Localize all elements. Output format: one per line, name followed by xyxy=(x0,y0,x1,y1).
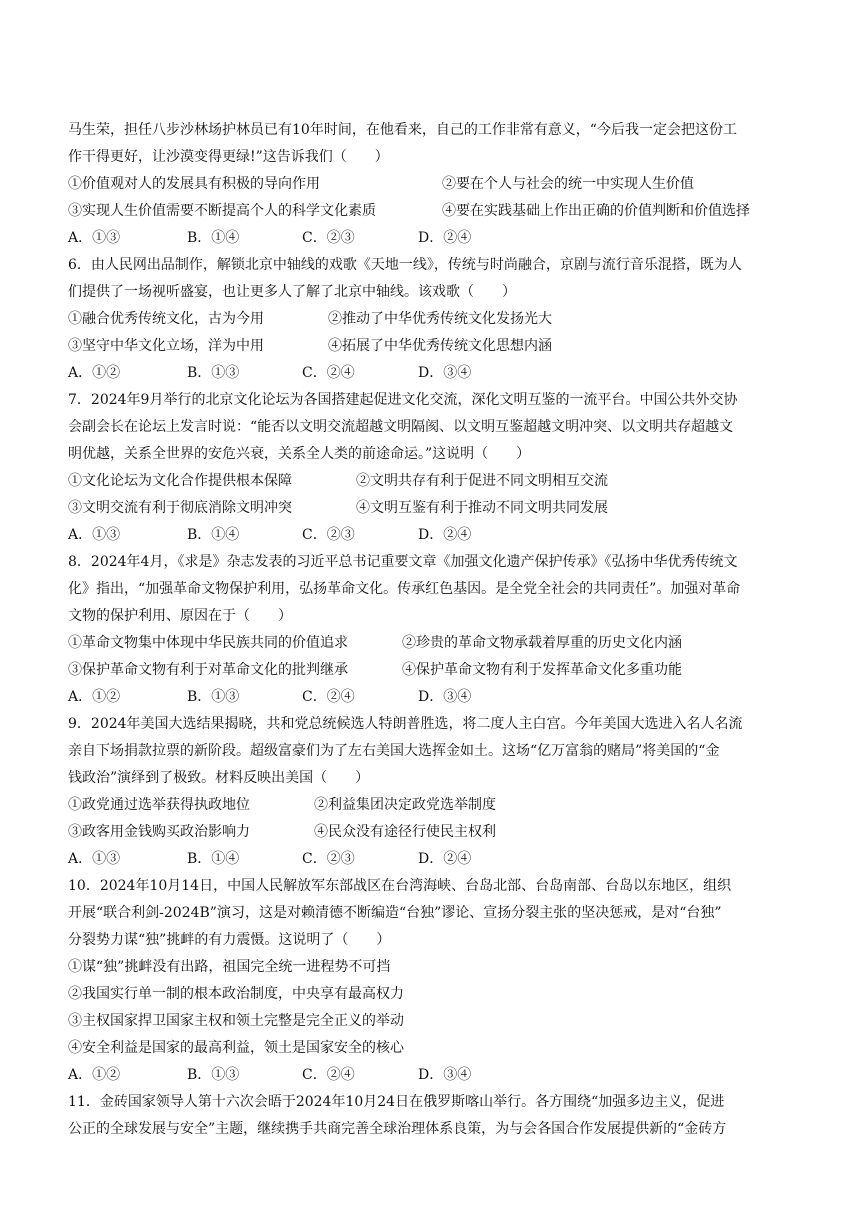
q6-item-1: ①融合优秀传统文化，古为今用 xyxy=(68,311,264,327)
q9-items-row-1 xyxy=(68,792,800,819)
q5-item-4: ④要在实践基础上作出正确的价值判断和价值选择 xyxy=(442,203,750,219)
q10-option-c[interactable]: C．②④ xyxy=(302,1067,355,1083)
q5-options xyxy=(68,225,800,252)
q5-stem-line-2: 作干得更好，让沙漠变得更绿!”这告诉我们（ ） xyxy=(68,149,389,165)
exam-page xyxy=(68,0,800,1143)
q8-item-4: ④保护革命文物有利于发挥革命文化多重功能 xyxy=(402,662,682,678)
q7-option-a[interactable]: A．①③ xyxy=(68,527,121,543)
q6-option-a[interactable]: A．①② xyxy=(68,365,121,381)
q8-stem-line-3: 文物的保护利用、原因在于（ ） xyxy=(68,608,292,624)
q6-item-2: ②推动了中华优秀传统文化发扬光大 xyxy=(328,311,552,327)
q8-item-3: ③保护革命文物有利于对革命文化的批判继承 xyxy=(68,662,348,678)
q9-items-row-2 xyxy=(68,819,800,846)
q5-option-d[interactable]: D．②④ xyxy=(418,230,472,246)
q7-item-2: ②文明共存有利于促进不同文明相互交流 xyxy=(356,473,608,489)
q10-stem-line-3: 分裂势力谋“独”挑衅的有力震慑。这说明了（ ） xyxy=(68,932,391,948)
q8-item-1: ①革命文物集中体现中华民族共同的价值追求 xyxy=(68,635,348,651)
q9-stem-line-1: 9．2024年美国大选结果揭晓，共和党总统候选人特朗普胜选，将二度人主白宫。今年美国大选进入名人名流 xyxy=(68,716,743,732)
q8-items-row-2 xyxy=(68,657,800,684)
q6-items-row-2 xyxy=(68,333,800,360)
q6-item-3: ③坚守中华文化立场，洋为中用 xyxy=(68,338,264,354)
q7-items-row-1 xyxy=(68,468,800,495)
q6-options xyxy=(68,360,800,387)
q5-item-3: ③实现人生价值需要不断提高个人的科学文化素质 xyxy=(68,203,376,219)
q7-item-1: ①文化论坛为文化合作提供根本保障 xyxy=(68,473,292,489)
q10-option-b[interactable]: B．①③ xyxy=(187,1067,240,1083)
q9-item-2: ②利益集团决定政党选举制度 xyxy=(314,797,496,813)
q7-option-b[interactable]: B．①④ xyxy=(187,527,240,543)
q10-option-d[interactable]: D．③④ xyxy=(418,1067,472,1083)
q5-items-row-1 xyxy=(68,171,800,198)
q10-stem-line-1: 10．2024年10月14日，中国人民解放军东部战区在台湾海峡、台岛北部、台岛南部、台岛以东地区，组织 xyxy=(68,878,732,894)
q9-item-4: ④民众没有途径行使民主权利 xyxy=(314,824,496,840)
q10-options xyxy=(68,1062,800,1089)
q7-items-row-2 xyxy=(68,495,800,522)
q6-items-row-1 xyxy=(68,306,800,333)
q7-option-c[interactable]: C．②③ xyxy=(302,527,355,543)
q11-stem-line-1: 11．金砖国家领导人第十六次会晤于2024年10月24日在俄罗斯喀山举行。各方围绕“加强多边主义，促进 xyxy=(68,1094,725,1110)
q5-option-b[interactable]: B．①④ xyxy=(187,230,240,246)
q6-option-c[interactable]: C．②④ xyxy=(302,365,355,381)
q7-item-4: ④文明互鉴有利于推动不同文明共同发展 xyxy=(356,500,608,516)
q9-option-a[interactable]: A．①③ xyxy=(68,851,121,867)
q9-option-b[interactable]: B．①④ xyxy=(187,851,240,867)
q8-items-row-1 xyxy=(68,630,800,657)
q8-option-c[interactable]: C．②④ xyxy=(302,689,355,705)
q6-option-b[interactable]: B．①③ xyxy=(187,365,240,381)
q8-item-2: ②珍贵的革命文物承载着厚重的历史文化内涵 xyxy=(402,635,682,651)
q7-stem-line-1: 7．2024年9月举行的北京文化论坛为各国搭建起促进文化交流，深化文明互鉴的一流平台。中国公共外交协 xyxy=(68,392,738,408)
q8-option-a[interactable]: A．①② xyxy=(68,689,121,705)
q10-item-1: ①谋“独”挑衅没有出路，祖国完全统一进程势不可挡 xyxy=(68,959,391,975)
q7-option-d[interactable]: D．②④ xyxy=(418,527,472,543)
q6-stem-line-2: 们提供了一场视听盛宴，也让更多人了解了北京中轴线。该戏歌（ ） xyxy=(68,284,516,300)
q6-item-4: ④拓展了中华优秀传统文化思想内涵 xyxy=(328,338,552,354)
q5-item-2: ②要在个人与社会的统一中实现人生价值 xyxy=(442,176,694,192)
q7-item-3: ③文明交流有利于彻底消除文明冲突 xyxy=(68,500,292,516)
q8-stem-line-1: 8．2024年4月，《求是》杂志发表的习近平总书记重要文章《加强文化遗产保护传承》《弘扬中华优秀传统文 xyxy=(68,554,738,570)
q9-option-c[interactable]: C．②③ xyxy=(302,851,355,867)
q8-option-b[interactable]: B．①③ xyxy=(187,689,240,705)
q9-item-3: ③政客用金钱购买政治影响力 xyxy=(68,824,250,840)
q7-stem-line-3: 明优越，关系全世界的安危兴衰，关系全人类的前途命运。”这说明（ ） xyxy=(68,446,531,462)
q9-stem-line-2: 亲自下场捐款拉票的新阶段。超级富豪们为了左右美国大选挥金如土。这场“亿万富翁的赌局”将美国的“金 xyxy=(68,743,720,759)
q10-stem-line-2: 开展“联合利剑-2024B”演习，这是对赖清德不断编造“台独”谬论、宣扬分裂主张的坚决惩戒，是对“台独” xyxy=(68,905,722,921)
q8-options xyxy=(68,684,800,711)
q10-option-a[interactable]: A．①② xyxy=(68,1067,121,1083)
q6-stem-line-1: 6．由人民网出品制作，解锁北京中轴线的戏歌《天地一线》，传统与时尚融合，京剧与流行音乐混搭，既为人 xyxy=(68,257,742,273)
q8-stem-line-2: 化》指出，“加强革命文物保护利用，弘扬革命文化。传承红色基因。是全党全社会的共同责任”。加强对革命 xyxy=(68,581,741,597)
q5-option-a[interactable]: A．①③ xyxy=(68,230,121,246)
q9-options xyxy=(68,846,800,873)
q7-stem-line-2: 会副会长在论坛上发言时说：“能否以文明交流超越文明隔阂、以文明互鉴超越文明冲突、以文明共存超越文 xyxy=(68,419,734,435)
q7-options xyxy=(68,522,800,549)
q8-option-d[interactable]: D．③④ xyxy=(418,689,472,705)
q9-stem-line-3: 钱政治”演绎到了极致。材料反映出美国（ ） xyxy=(68,770,370,786)
q5-item-1: ①价值观对人的发展具有积极的导向作用 xyxy=(68,176,320,192)
q10-item-4: ④安全利益是国家的最高利益，领土是国家安全的核心 xyxy=(68,1040,404,1056)
q5-items-row-2 xyxy=(68,198,800,225)
q11-stem-line-2: 公正的全球发展与安全”主题，继续携手共商完善全球治理体系良策，为与会各国合作发展提供新的“金砖方 xyxy=(68,1121,727,1137)
q6-option-d[interactable]: D．③④ xyxy=(418,365,472,381)
q9-option-d[interactable]: D．②④ xyxy=(418,851,472,867)
q10-item-3: ③主权国家捍卫国家主权和领土完整是完全正义的举动 xyxy=(68,1013,404,1029)
q10-item-2: ②我国实行单一制的根本政治制度，中央享有最高权力 xyxy=(68,986,404,1002)
q5-option-c[interactable]: C．②③ xyxy=(302,230,355,246)
q9-item-1: ①政党通过选举获得执政地位 xyxy=(68,797,250,813)
q5-stem-line-1: 马生荣，担任八步沙林场护林员已有10年时间，在他看来，自己的工作非常有意义，“今后我一定会把这份工 xyxy=(68,122,737,138)
